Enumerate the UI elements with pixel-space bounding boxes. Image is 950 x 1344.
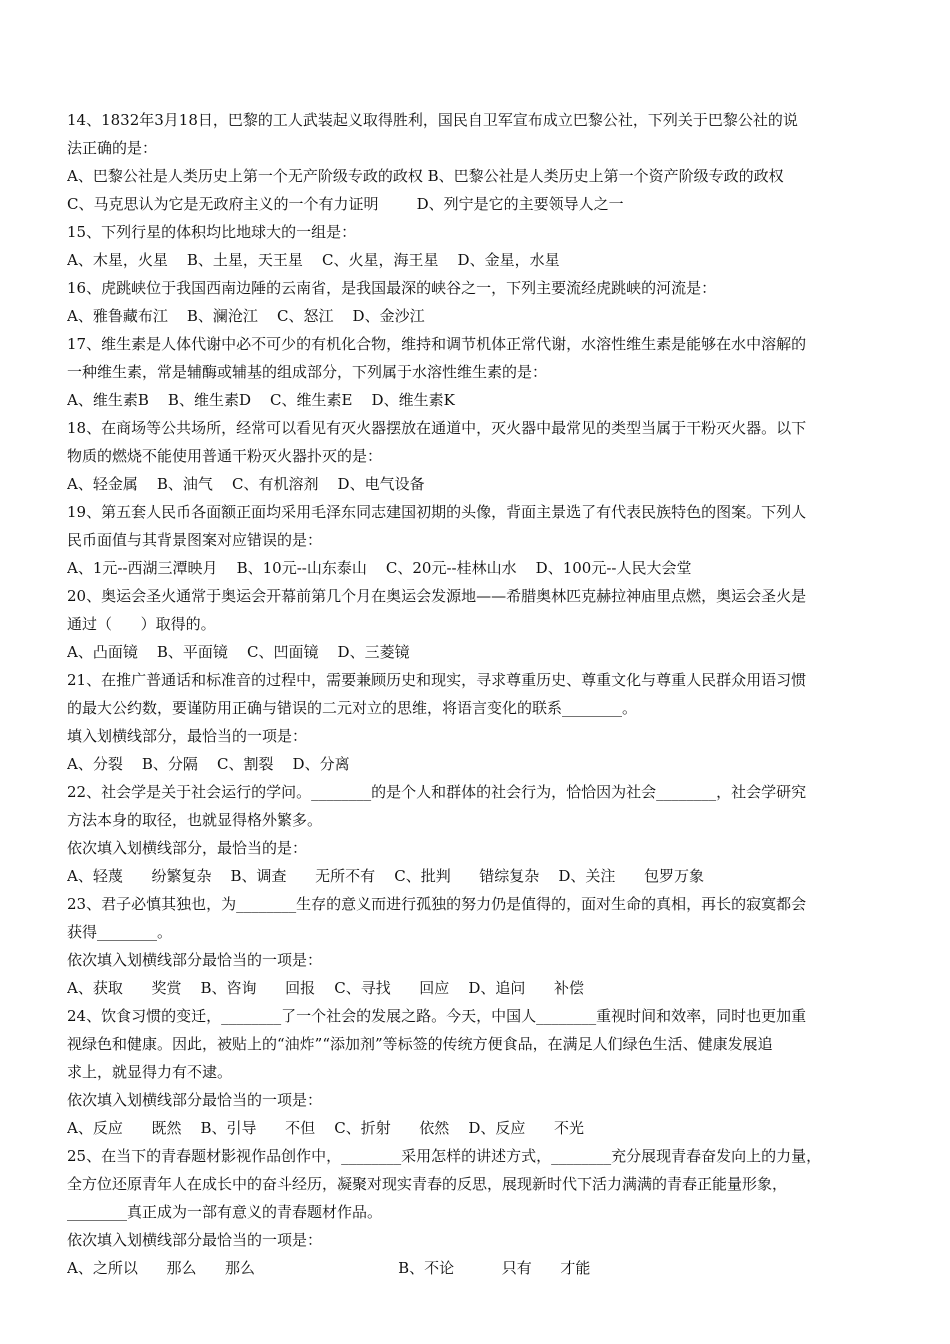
text-line: 获得________。 [67, 923, 173, 941]
text-line: 通过（ ）取得的。 [67, 615, 216, 633]
text-line: 求上，就显得力有不逮。 [67, 1063, 233, 1081]
text-line: 20、奥运会圣火通常于奥运会开幕前第几个月在奥运会发源地——希腊奥林匹克赫拉神庙里点燃，奥运会圣火是 [67, 587, 807, 605]
text-line: 一种维生素，常是辅酶或辅基的组成部分，下列属于水溶性维生素的是： [67, 363, 548, 381]
text-line: C、马克思认为它是无政府主义的一个有力证明 D、列宁是它的主要领导人之一 [67, 195, 624, 213]
text-line: A、1元--西湖三潭映月 B、10元--山东泰山 C、20元--桂林山水 D、100元--人民大会堂 [67, 559, 692, 577]
text-line: 17、维生素是人体代谢中必不可少的有机化合物，维持和调节机体正常代谢，水溶性维生素是能够在水中溶解的 [67, 335, 807, 353]
text-line: 视绿色和健康。因此，被贴上的“油炸”“添加剂”等标签的传统方便食品，在满足人们绿色生活、健康发展追 [67, 1035, 773, 1053]
text-line: A、获取 奖赏 B、咨询 回报 C、寻找 回应 D、追问 补偿 [67, 979, 585, 997]
text-line: 19、第五套人民币各面额正面均采用毛泽东同志建国初期的头像，背面主景选了有代表民族特色的图案。下列人 [67, 503, 807, 521]
text-line: A、分裂 B、分隔 C、割裂 D、分离 [67, 755, 350, 773]
text-line: 依次填入划横线部分最恰当的一项是： [67, 1231, 323, 1249]
text-line: A、维生素B B、维生素D C、维生素E D、维生素K [67, 391, 455, 409]
text-line: 依次填入划横线部分，最恰当的是： [67, 839, 308, 857]
text-line: 23、君子必慎其独也，为________生存的意义而进行孤独的努力仍是值得的，面对生命的真相，再长的寂寞都会 [67, 895, 807, 913]
text-line: 16、虎跳峡位于我国西南边陲的云南省，是我国最深的峡谷之一，下列主要流经虎跳峡的河流是： [67, 279, 717, 297]
text-line: ________真正成为一部有意义的青春题材作品。 [67, 1203, 383, 1221]
text-line: 依次填入划横线部分最恰当的一项是： [67, 1091, 323, 1109]
text-line: 全方位还原青年人在成长中的奋斗经历，凝聚对现实青春的反思，展现新时代下活力满满的青春正能量形象， [67, 1175, 788, 1193]
text-line: 21、在推广普通话和标准音的过程中，需要兼顾历史和现实，寻求尊重历史、尊重文化与尊重人民群众用语习惯 [67, 671, 807, 689]
text-line: A、轻金属 B、油气 C、有机溶剂 D、电气设备 [67, 475, 425, 493]
text-line: 的最大公约数，要谨防用正确与错误的二元对立的思维，将语言变化的联系________。 [67, 699, 638, 717]
text-line: 14、1832年3月18日，巴黎的工人武装起义取得胜利，国民自卫军宣布成立巴黎公社，下列关于巴黎公社的说 [67, 111, 798, 129]
text-line: A、木星，火星 B、土星，天王星 C、火星，海王星 D、金星，水星 [67, 251, 560, 269]
text-line: 方法本身的取径，也就显得格外繁多。 [67, 811, 323, 829]
text-line: 15、下列行星的体积均比地球大的一组是： [67, 223, 357, 241]
text-line: A、雅鲁藏布江 B、澜沧江 C、怒江 D、金沙江 [67, 307, 425, 325]
text-line: 填入划横线部分，最恰当的一项是： [67, 727, 308, 745]
text-line: 民币面值与其背景图案对应错误的是： [67, 531, 323, 549]
text-line: 24、饮食习惯的变迁，________了一个社会的发展之路。今天，中国人________重视时间和效率，同时也更加重 [67, 1007, 807, 1025]
exam-page [67, 106, 887, 1282]
text-line: A、之所以 那么 那么 B、不论 只有 才能 [67, 1259, 591, 1277]
text-line: 22、社会学是关于社会运行的学问。________的是个人和群体的社会行为，恰恰因为社会________，社会学研究 [67, 783, 807, 801]
text-line: A、凸面镜 B、平面镜 C、凹面镜 D、三菱镜 [67, 643, 410, 661]
text-line: A、反应 既然 B、引导 不但 C、折射 依然 D、反应 不光 [67, 1119, 585, 1137]
text-line: 物质的燃烧不能使用普通干粉灭火器扑灭的是： [67, 447, 383, 465]
text-line: 18、在商场等公共场所，经常可以看见有灭火器摆放在通道中，灭火器中最常见的类型当属于干粉灭火器。以下 [67, 419, 807, 437]
text-line: 依次填入划横线部分最恰当的一项是： [67, 951, 323, 969]
text-line: 法正确的是： [67, 139, 158, 157]
text-line: A、轻蔑 纷繁复杂 B、调查 无所不有 C、批判 错综复杂 D、关注 包罗万象 [67, 867, 705, 885]
text-line: 25、在当下的青春题材影视作品创作中，________采用怎样的讲述方式，________充分展现青春奋发向上的力量， [67, 1147, 822, 1165]
text-line: A、巴黎公社是人类历史上第一个无产阶级专政的政权 B、巴黎公社是人类历史上第一个资产阶级专政的政权 [67, 167, 784, 185]
